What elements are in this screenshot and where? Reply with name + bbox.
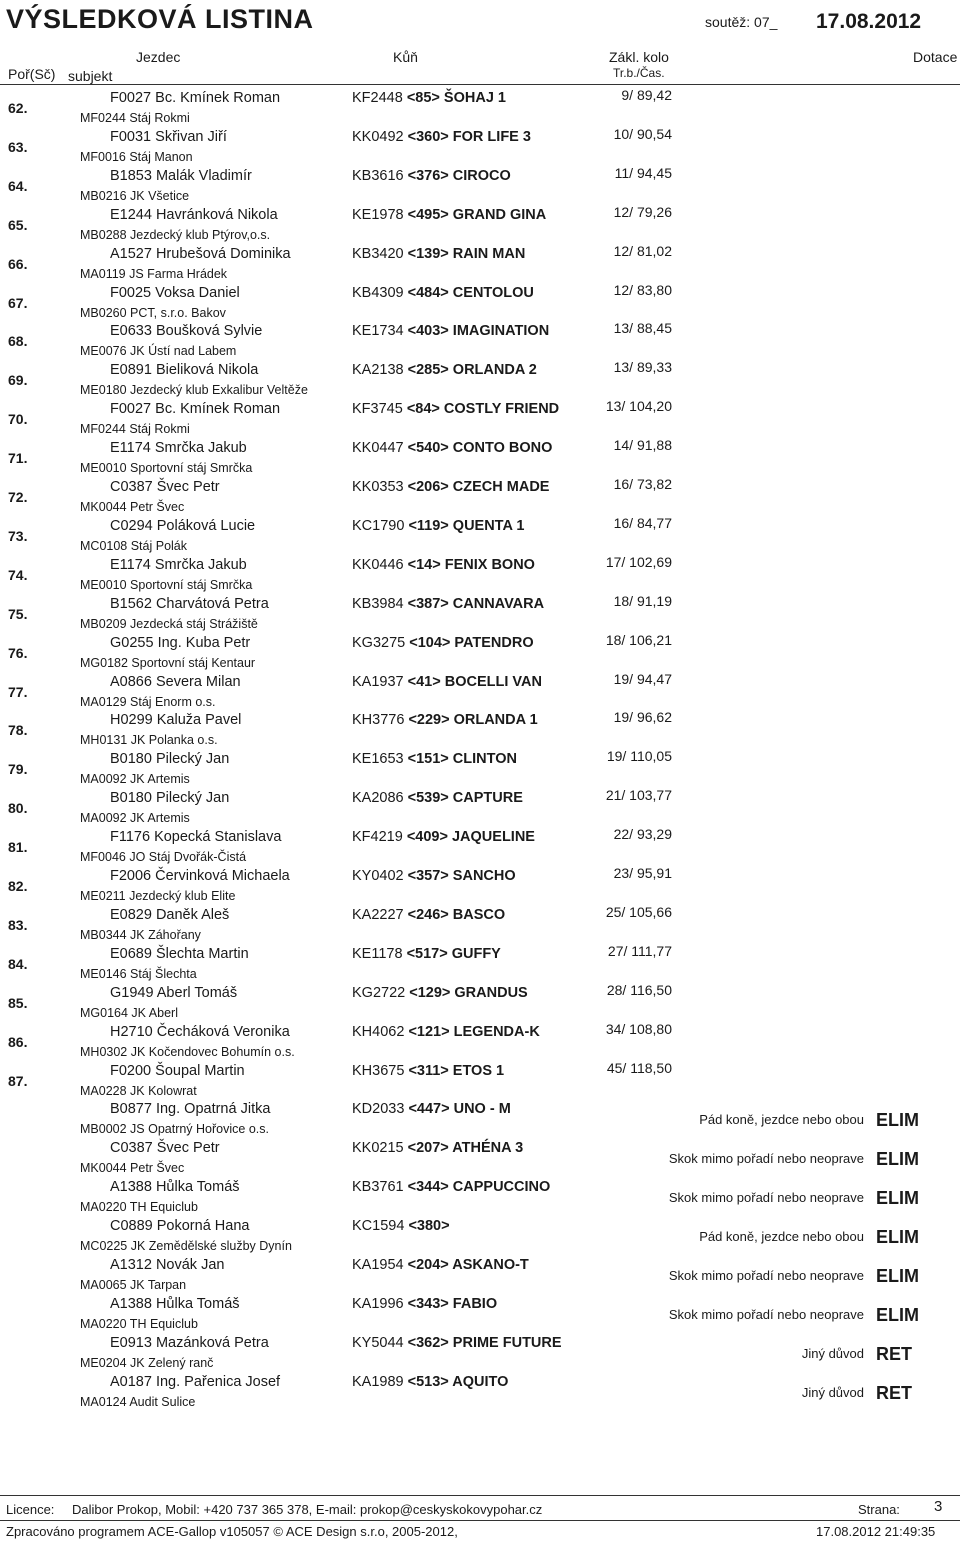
footer-divider-2 (0, 1520, 960, 1521)
rider-name: F0200 Šoupal Martin (110, 1062, 245, 1079)
score-value: 18/ 106,21 (605, 631, 672, 648)
horse-name: <513> AQUITO (407, 1373, 509, 1390)
horse-cell (352, 985, 528, 1001)
rider-name: E0891 Bieliková Nikola (110, 362, 259, 379)
score-value: 19/ 110,05 (606, 748, 672, 765)
rider-name: E1174 Smrčka Jakub (110, 556, 247, 573)
horse-code: KF3745 (352, 401, 403, 418)
rider-name: A1388 Hůlka Tomáš (110, 1179, 240, 1196)
horse-name: <517> GUFFY (406, 945, 501, 962)
club-name: MF0016 Stáj Manon (80, 149, 193, 164)
horse-name: <229> ORLANDA 1 (408, 712, 538, 729)
horse-name: <311> ETOS 1 (408, 1062, 505, 1079)
rider-name: C0294 Poláková Lucie (110, 517, 256, 534)
horse-cell (352, 168, 511, 184)
rank-number: 63. (8, 138, 28, 155)
score-value: 11/ 94,45 (614, 164, 672, 181)
horse-name: <139> RAIN MAN (407, 245, 526, 262)
club-name: MC0108 Stáj Polák (80, 538, 188, 553)
horse-code: KH4062 (352, 1023, 405, 1040)
horse-code: KA1996 (352, 1295, 404, 1312)
club-name: MK0044 Petr Švec (80, 1161, 185, 1176)
elimination-reason: Jiný důvod (801, 1345, 864, 1361)
club-name: ME0076 JK Ústí nad Labem (80, 344, 237, 359)
club-name: MB0260 PCT, s.r.o. Bakov (80, 305, 226, 320)
horse-name: <409> JAQUELINE (406, 829, 535, 846)
horse-cell (352, 1257, 529, 1273)
elimination-status: ELIM (876, 1110, 919, 1131)
score-value: 14/ 91,88 (613, 437, 672, 454)
rider-name: C0387 Švec Petr (110, 479, 220, 495)
horse-cell (352, 868, 516, 884)
elimination-status: ELIM (876, 1149, 919, 1170)
score-value: 19/ 94,47 (613, 670, 672, 687)
club-name: MG0182 Sportovní stáj Kentaur (80, 655, 256, 670)
score-value: 34/ 108,80 (605, 1020, 672, 1037)
licence-label: Licence: (6, 1502, 55, 1517)
score-value: 45/ 118,50 (606, 1059, 672, 1076)
club-name: MB0216 JK Všetice (80, 188, 190, 203)
score-value: 23/ 95,91 (613, 865, 672, 881)
score-value: 16/ 84,77 (613, 514, 672, 531)
header-date: 17.08.2012 (816, 10, 922, 33)
horse-code: KY5044 (352, 1334, 404, 1351)
rider-name: E0633 Boušková Sylvie (110, 323, 263, 340)
elimination-reason: Pád koně, jezdce nebo obou (699, 1229, 864, 1245)
rider-name: F0031 Skřivan Jiří (110, 128, 227, 145)
rider-name: E0829 Daněk Aleš (110, 906, 230, 923)
horse-cell (352, 362, 537, 378)
elimination-reason: Skok mimo pořadí nebo neoprave (668, 1268, 864, 1283)
elimination-reason: Skok mimo pořadí nebo neoprave (668, 1151, 864, 1167)
horse-cell (352, 1101, 511, 1117)
club-name: ME0010 Sportovní stáj Smrčka (80, 577, 253, 592)
licence-text: Dalibor Prokop, Mobil: +420 737 365 378, E-mail: prokop@ceskyskokovypohar.cz (72, 1502, 543, 1517)
horse-code: KG3275 (352, 634, 406, 651)
score-value: 28/ 116,50 (606, 981, 672, 998)
rank-number: 64. (8, 177, 28, 194)
horse-code: KH3776 (352, 712, 405, 729)
horse-code: KE1178 (352, 945, 403, 962)
rider-name: E0689 Šlechta Martin (110, 945, 249, 962)
horse-cell (352, 246, 525, 262)
horse-cell (352, 401, 559, 417)
elimination-status: ELIM (876, 1227, 919, 1248)
score-value: 12/ 79,26 (613, 203, 672, 220)
horse-cell (352, 946, 501, 962)
page-title: VÝSLEDKOVÁ LISTINA (6, 4, 314, 34)
elimination-status: RET (876, 1343, 912, 1364)
horse-code: KA1937 (352, 673, 404, 690)
rank-number: 81. (8, 839, 28, 856)
club-name: MG0164 JK Aberl (80, 1005, 178, 1020)
club-name: MA0124 Audit Sulice (80, 1394, 196, 1409)
horse-name: <539> CAPTURE (407, 790, 523, 807)
club-name: MA0129 Stáj Enorm o.s. (80, 694, 216, 709)
col-subject-header: subjekt (68, 68, 113, 84)
horse-cell (352, 518, 525, 534)
horse-code: KK0447 (352, 440, 404, 457)
horse-code: KA2138 (352, 362, 404, 379)
horse-name: <119> QUENTA 1 (408, 517, 525, 534)
horse-name: <41> BOCELLI VAN (407, 673, 542, 690)
elimination-status: RET (876, 1382, 912, 1403)
elimination-reason: Skok mimo pořadí nebo neoprave (668, 1190, 864, 1206)
horse-cell (352, 1063, 504, 1079)
competition-value: 07_ (754, 14, 778, 30)
horse-cell (352, 751, 517, 767)
header-divider (0, 84, 960, 85)
horse-code: KF4219 (352, 829, 403, 846)
horse-name: <380> (408, 1218, 450, 1235)
club-name: MF0244 Stáj Rokmi (80, 422, 190, 437)
horse-name: <495> GRAND GINA (407, 206, 547, 223)
rider-name: F2006 Červinková Michaela (110, 868, 290, 884)
footer-divider (0, 1495, 960, 1496)
horse-name: <344> CAPPUCCINO (407, 1179, 551, 1196)
club-name: ME0180 Jezdecký klub Exkalibur Veltěže (80, 383, 308, 398)
horse-code: KC1790 (352, 517, 405, 534)
page-number: 3 (934, 1498, 943, 1515)
rank-number: 85. (8, 994, 28, 1011)
rank-number: 80. (8, 800, 28, 817)
col-score-subheader: Tr.b./Čas. (613, 66, 665, 80)
rank-number: 73. (8, 527, 28, 544)
print-timestamp: 17.08.2012 21:49:35 (816, 1524, 936, 1539)
rider-name: F0025 Voksa Daniel (110, 284, 240, 301)
horse-code: KA1954 (352, 1257, 404, 1273)
horse-code: KK0353 (352, 479, 404, 495)
rank-number: 68. (8, 333, 28, 350)
horse-name: <387> CANNAVARA (407, 595, 545, 612)
horse-code: KD2033 (352, 1101, 405, 1118)
horse-name: <403> IMAGINATION (407, 323, 550, 340)
horse-cell (352, 907, 505, 923)
rider-name: A0187 Ing. Pařenica Josef (110, 1373, 281, 1390)
horse-cell (352, 1335, 562, 1351)
score-value: 12/ 81,02 (613, 242, 672, 259)
horse-code: KB4309 (352, 284, 404, 301)
rider-name: A1527 Hrubešová Dominika (110, 245, 291, 262)
competition-info (705, 14, 777, 30)
rider-name: B0180 Pilecký Jan (110, 751, 230, 768)
horse-cell (352, 829, 535, 845)
col-prize-header: Dotace (913, 49, 958, 65)
horse-name: <376> CIROCO (407, 167, 511, 184)
horse-cell (352, 596, 544, 612)
horse-code: KA1989 (352, 1373, 404, 1390)
horse-name: <85> ŠOHAJ 1 (406, 90, 506, 106)
rider-name: A0866 Severa Milan (110, 673, 241, 690)
club-name: MF0046 JO Stáj Dvořák-Čistá (80, 850, 247, 865)
elimination-reason: Skok mimo pořadí nebo neoprave (668, 1306, 864, 1322)
club-name: MA0092 JK Artemis (80, 772, 190, 787)
rider-name: F1176 Kopecká Stanislava (110, 829, 282, 846)
rider-name: B0877 Ing. Opatrná Jitka (110, 1101, 271, 1118)
elimination-status: ELIM (876, 1266, 919, 1286)
horse-cell (352, 557, 535, 573)
rank-number: 70. (8, 411, 28, 428)
rider-name: A1388 Hůlka Tomáš (110, 1295, 240, 1312)
horse-name: <14> FENIX BONO (407, 556, 535, 573)
club-name: MA0119 JS Farma Hrádek (80, 266, 228, 281)
rider-name: B1562 Charvátová Petra (110, 595, 269, 612)
horse-code: KA2086 (352, 790, 404, 807)
horse-code: KE1734 (352, 323, 404, 340)
rank-number: 72. (8, 489, 28, 505)
club-name: ME0211 Jezdecký klub Elite (80, 889, 236, 903)
horse-cell (352, 1218, 450, 1234)
elimination-status: ELIM (876, 1304, 919, 1325)
horse-cell (352, 712, 538, 728)
horse-cell (352, 90, 506, 106)
horse-code: KK0492 (352, 128, 404, 145)
club-name: MF0244 Stáj Rokmi (80, 111, 190, 125)
horse-cell (352, 285, 534, 301)
rider-name: C0387 Švec Petr (110, 1140, 220, 1157)
rank-number: 87. (8, 1072, 28, 1089)
col-horse-header: Kůň (393, 49, 418, 65)
horse-name: <285> ORLANDA 2 (407, 362, 537, 379)
horse-name: <104> PATENDRO (409, 634, 534, 651)
horse-cell (352, 1296, 497, 1312)
rider-name: E1244 Havránková Nikola (110, 206, 278, 223)
horse-cell (352, 674, 542, 690)
club-name: MA0092 JK Artemis (80, 811, 190, 826)
score-value: 10/ 90,54 (613, 125, 672, 142)
score-value: 16/ 73,82 (613, 476, 672, 492)
club-name: MB0209 Jezdecká stáj Strážiště (80, 616, 258, 631)
rider-name: G1949 Aberl Tomáš (110, 984, 238, 1001)
horse-cell (352, 1374, 508, 1390)
club-name: MH0131 JK Polanka o.s. (80, 733, 218, 748)
horse-cell (352, 479, 549, 495)
elimination-status: ELIM (876, 1188, 919, 1209)
score-value: 13/ 89,33 (613, 359, 672, 376)
rank-number: 62. (8, 100, 28, 116)
elimination-reason: Pád koně, jezdce nebo obou (699, 1112, 864, 1128)
col-score-header: Zákl. kolo (609, 49, 669, 65)
horse-name: <343> FABIO (407, 1295, 498, 1312)
horse-name: <246> BASCO (407, 906, 506, 923)
horse-cell (352, 1179, 550, 1195)
software-credit: Zpracováno programem ACE-Gallop v105057 © ACE Design s.r.o, 2005-2012, (6, 1524, 458, 1539)
rank-number: 75. (8, 605, 28, 622)
horse-code: KK0446 (352, 556, 404, 573)
club-name: MA0220 TH Equiclub (80, 1200, 198, 1215)
score-value: 17/ 102,69 (605, 553, 672, 570)
horse-code: KH3675 (352, 1062, 405, 1079)
horse-cell (352, 1140, 523, 1156)
horse-code: KB3761 (352, 1179, 404, 1196)
club-name: MA0065 JK Tarpan (80, 1278, 187, 1292)
horse-code: KF2448 (352, 90, 403, 106)
horse-cell (352, 1024, 540, 1040)
rank-number: 84. (8, 955, 28, 972)
rank-number: 79. (8, 761, 28, 778)
horse-cell (352, 207, 546, 223)
rider-name: B0180 Pilecký Jan (110, 790, 230, 807)
rank-number: 78. (8, 722, 28, 739)
rider-name: A1312 Novák Jan (110, 1257, 225, 1273)
horse-code: KB3984 (352, 595, 404, 612)
col-rider-header: Jezdec (136, 49, 181, 65)
horse-code: KA2227 (352, 906, 404, 923)
club-name: ME0010 Sportovní stáj Smrčka (80, 461, 253, 476)
horse-name: <207> ATHÉNA 3 (407, 1140, 524, 1157)
horse-code: KG2722 (352, 984, 406, 1001)
horse-name: <540> CONTO BONO (407, 440, 553, 457)
horse-name: <206> CZECH MADE (407, 479, 550, 495)
club-name: MB0344 JK Záhořany (80, 927, 201, 942)
score-value: 27/ 111,77 (607, 942, 672, 959)
rank-number: 77. (8, 683, 28, 700)
horse-cell (352, 323, 549, 339)
rank-number: 71. (8, 450, 28, 467)
rider-name: C0889 Pokorná Hana (110, 1218, 250, 1235)
rider-name: H2710 Čecháková Veronika (110, 1023, 290, 1040)
horse-name: <129> GRANDUS (409, 984, 528, 1001)
rider-name: E0913 Mazánková Petra (110, 1334, 269, 1351)
horse-code: KE1978 (352, 206, 404, 223)
horse-cell (352, 790, 523, 806)
rank-number: 83. (8, 916, 28, 933)
horse-cell (352, 440, 552, 456)
competition-label: soutěž: (705, 14, 751, 30)
club-name: MK0044 Petr Švec (80, 500, 185, 514)
horse-name: <484> CENTOLOU (407, 284, 534, 301)
horse-name: <362> PRIME FUTURE (407, 1334, 562, 1351)
rider-name: H0299 Kaluža Pavel (110, 712, 242, 729)
score-value: 22/ 93,29 (613, 826, 672, 843)
club-name: ME0146 Stáj Šlechta (80, 966, 197, 981)
score-value: 25/ 105,66 (605, 903, 672, 920)
rank-number: 74. (8, 566, 28, 583)
horse-name: <151> CLINTON (407, 751, 517, 768)
col-rank-header: Poř(Sč) (8, 66, 56, 82)
horse-code: KB3420 (352, 245, 404, 262)
page-label: Strana: (858, 1502, 900, 1517)
score-value: 9/ 89,42 (621, 87, 672, 103)
rider-name: F0027 Bc. Kmínek Roman (110, 401, 281, 418)
horse-name: <360> FOR LIFE 3 (407, 128, 531, 145)
rank-number: 67. (8, 294, 28, 311)
rank-number: 86. (8, 1033, 28, 1050)
rider-name: E1174 Smrčka Jakub (110, 440, 247, 457)
club-name: MA0220 TH Equiclub (80, 1316, 198, 1331)
horse-name: <121> LEGENDA-K (408, 1023, 540, 1040)
score-value: 18/ 91,19 (613, 592, 672, 609)
score-value: 12/ 83,80 (613, 281, 672, 298)
elimination-reason: Jiný důvod (801, 1384, 864, 1400)
rider-name: F0027 Bc. Kmínek Roman (110, 90, 281, 106)
score-value: 21/ 103,77 (605, 787, 672, 804)
horse-code: KY0402 (352, 868, 404, 884)
rank-number: 65. (8, 216, 28, 233)
rank-number: 69. (8, 372, 28, 389)
horse-code: KE1653 (352, 751, 404, 768)
horse-code: KK0215 (352, 1140, 404, 1157)
horse-cell (352, 129, 531, 145)
rider-name: G0255 Ing. Kuba Petr (110, 634, 251, 651)
club-name: MB0002 JS Opatrný Hořovice o.s. (80, 1122, 269, 1137)
horse-name: <84> COSTLY FRIEND (406, 401, 560, 418)
club-name: MA0228 JK Kolowrat (80, 1083, 197, 1098)
rank-number: 82. (8, 878, 28, 894)
rank-number: 76. (8, 644, 28, 661)
club-name: MH0302 JK Kočendovec Bohumín o.s. (80, 1044, 295, 1059)
horse-code: KC1594 (352, 1218, 405, 1235)
club-name: MC0225 JK Zemědělské služby Dynín (80, 1239, 292, 1254)
rank-number: 66. (8, 255, 28, 272)
score-value: 19/ 96,62 (613, 709, 672, 726)
horse-code: KB3616 (352, 167, 404, 184)
horse-name: <357> SANCHO (407, 868, 516, 884)
horse-cell (352, 635, 534, 651)
club-name: ME0204 JK Zelený ranč (80, 1355, 214, 1370)
score-value: 13/ 88,45 (613, 320, 672, 337)
rider-name: B1853 Malák Vladimír (110, 167, 252, 184)
score-value: 13/ 104,20 (605, 398, 672, 415)
horse-name: <447> UNO - M (408, 1101, 511, 1118)
club-name: MB0288 Jezdecký klub Ptýrov,o.s. (80, 227, 271, 242)
horse-name: <204> ASKANO-T (407, 1257, 529, 1273)
